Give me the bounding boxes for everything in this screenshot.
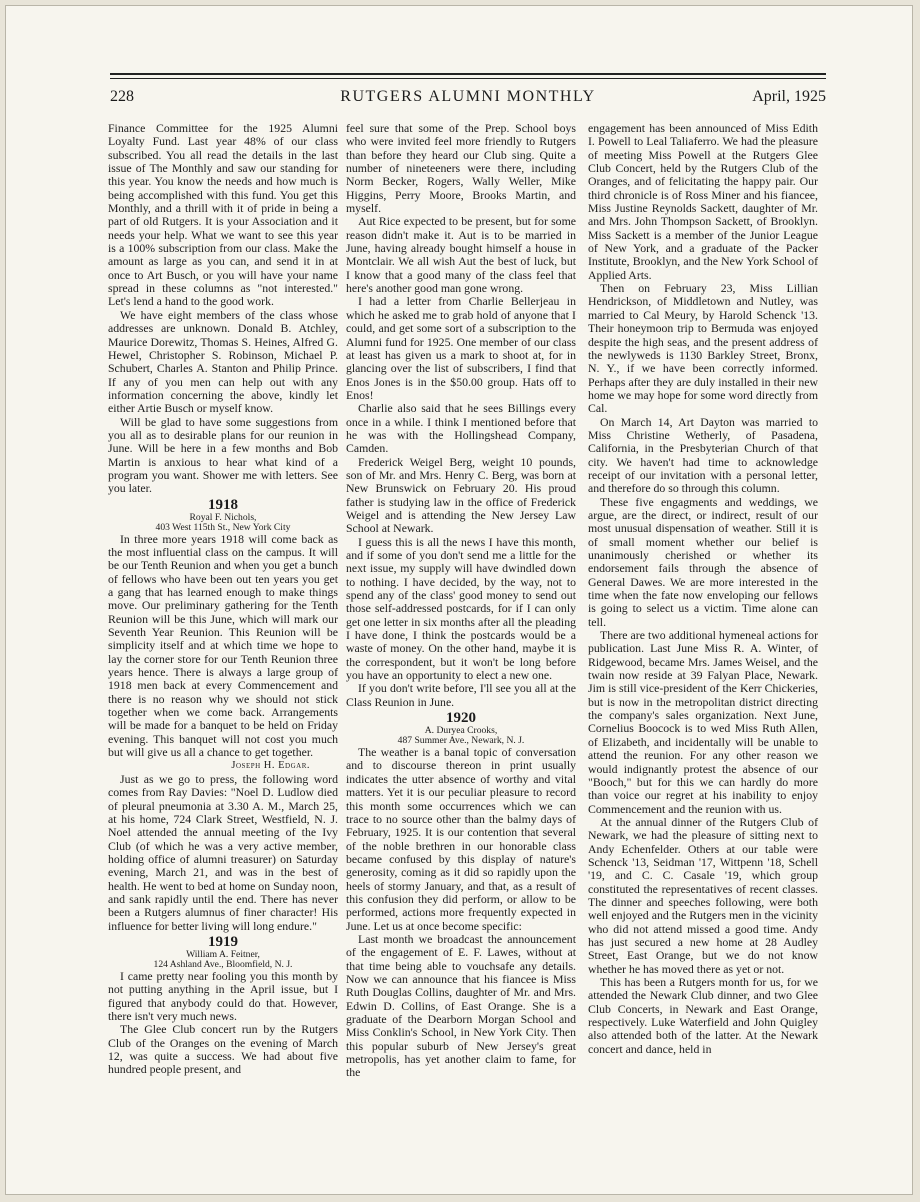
paragraph: engagement has been announced of Miss Edith I. Powell to Leal Taliaferro. We had the pleasure of meeting Miss Powell at the Rutgers Glee Club Concert, held by the Rutgers Club of the Oranges, and of felicitating the happy pair. Our third chronicle is of Ross Miner and his fiancee, Miss Justine Reynolds Sackett, daughter of Mr. and Mrs. John Thompson Sackett, of Brooklyn. Miss Sackett is a member of the Junior League of New York, and a graduate of the Packer Institute, Brooklyn, and the New York School of Applied Arts.	[588, 121, 818, 282]
paragraph: The Glee Club concert run by the Rutgers Club of the Oranges on the evening of March 12, was quite a success. We had about five hundred people present, and	[108, 1022, 338, 1077]
paragraph: I came pretty near fooling you this month by not putting anything in the April issue, but I figured that anybody could do that. However, there isn't very much news.	[108, 968, 338, 1023]
paragraph: Finance Committee for the 1925 Alumni Loyalty Fund. Last year 48% of our class subscribed. You all read the details in the last issue of The Monthly and saw our standing for this year. You know the needs and how much is being accomplished with this fund. You get this Monthly, and a thrill with it of pride in being a part of old Rutgers. It is your Association and it needs your help. What we want to see this year is a 100% subscription from our class. Make the amount as large as you can, and send it in at once to Art Busch, or you will have your name spread in these columns as "not interested." Let's lend a hand to the good work.	[108, 121, 338, 309]
correspondent-address: 124 Ashland Ave., Bloomfield, N. J.	[153, 958, 293, 970]
paragraph: Frederick Weigel Berg, weight 10 pounds, son of Mr. and Mrs. Henry C. Berg, was born at New Brunswick on February 20. His proud father is studying law in the office of Frederick Weigel and is attending the New Jersey Law School at Newark.	[346, 454, 576, 536]
paragraph: We have eight members of the class whose addresses are unknown. Donald B. Atchley, Maurice Dorewitz, Thomas S. Heines, Alfred G. Hewel, Christopher S. Robinson, Michael P. Schubert, Charles A. Stanton and Philip Prince. If any of you men can help out with any information concerning the above, kindly let either Artie Busch or myself know.	[108, 307, 338, 416]
correspondent-address: 403 West 115th St., New York City	[155, 521, 291, 533]
paragraph: I guess this is all the news I have this month, and if some of you don't send me a little for the next issue, my supply will have dwindled down to nothing. I have decided, by the way, not to spend any of the class' good money to send out those self-addressed postcards, for if I can only get one letter in six months after all the pleading I have done, I think the postcards would be a waste of money. On the other hand, maybe it is the correspondent, but it won't be long before you have an opportunity to elect a new one.	[346, 534, 576, 683]
class-year: 1919	[208, 933, 238, 950]
publication-title: RUTGERS ALUMNI MONTHLY	[340, 88, 596, 105]
header-rule	[110, 73, 826, 75]
correspondent-name: Royal F. Nichols,	[189, 511, 257, 523]
paragraph: Will be glad to have some suggestions from you all as to desirable plans for our reunion in June. Will be here in a few months and Bob Martin is anxious to hear what kind of a program you want. Shower me with letters. See you later.	[108, 414, 338, 496]
page-number: 228	[110, 88, 134, 105]
signature: Joseph H. Edgar.	[231, 760, 310, 772]
correspondent-name: William A. Feitner,	[186, 948, 260, 960]
class-year: 1920	[446, 710, 476, 727]
paragraph: At the annual dinner of the Rutgers Club of Newark, we had the pleasure of sitting next to Andy Echenfelder. Others at our table were Schenck '13, Seidman '17, Wittpenn '18, Schell '19, and C. C. Casale '19, which group constituted the representatives of recent classes. The dinner and speeches following, were both well enjoyed and the Rutgers men in the vicinity who did not attend missed a good time. Andy has just secured a new home at 28 Audley Street, East Orange, but we do not know whether he has moved there as yet or not.	[588, 814, 818, 976]
paragraph: I had a letter from Charlie Bellerjeau in which he asked me to grab hold of anyone that I could, and get some sort of a subscription to the Alumni fund for 1925. One member of our class at least has given us a mark to shoot at, for in glancing over the list of subscribers, I find that Enos Jones is in the $50.00 group. Hats off to Enos!	[346, 294, 576, 402]
class-heading-1918	[108, 498, 338, 533]
paragraph: Just as we go to press, the following word comes from Ray Davies: "Noel D. Ludlow died of pleural pneumonia at 3.30 A. M., March 25, at his home, 724 Clark Street, Westfield, N. J. Noel attended the annual meeting of the Ivy Club (of which he was a very active member, holding office of alumni treasurer) on Saturday evening, March 21, and was in the best of health. He went to bed at home on Sunday noon, and sank rapidly until the end. There has never been a Rutgers alumnus of finer character! His influence for better living will long endure."	[108, 771, 338, 933]
paragraph: This has been a Rutgers month for us, for we attended the Newark Club dinner, and two Glee Club Concerts, in Newark and East Orange, respectively. Luke Waterfield and John Quigley also attended both of the latter. At the Newark concert and dance, held in	[588, 975, 818, 1056]
running-header	[110, 86, 826, 112]
paragraph: Last month we broadcast the announcement of the engagement of E. F. Lawes, without at that time being able to vouchsafe any details. Now we can announce that his fiancee is Miss Ruth Douglas Collins, daughter of Mr. and Mrs. Edwin D. Collins, of East Orange. She is a graduate of the Dearborn Morgan School and Miss Conklin's School, in New York City. Then this popular suburb of New Jersey's great metropolis, has yet another claim to fame, for the	[346, 931, 576, 1080]
paragraph: Then on February 23, Miss Lillian Hendrickson, of Middletown and Nutley, was married to Cal Meury, by Harold Schenck '13. Their honeymoon trip to Bermuda was enjoyed despite the high seas, and the present address of the newlyweds is 1130 Barkley Street, Bronx, N. Y., if we have been correctly informed. Perhaps after they are duly installed in their new home we may hope for some word directly from Cal.	[588, 281, 818, 416]
class-heading-1920	[346, 711, 576, 746]
paragraph: On March 14, Art Dayton was married to Miss Christine Wetherly, of Pasadena, California, in the Presbyterian Church of that city. We haven't had time to acknowledge receipt of our invitation with a personal letter, and therefore do so through this column.	[588, 414, 818, 496]
column-1	[108, 122, 338, 1077]
header-rule-thin	[110, 78, 826, 79]
paragraph: Aut Rice expected to be present, but for some reason didn't make it. Aut is to be married in June, having already bought himself a house in Montclair. We all wish Aut the best of luck, but I know that a good many of the class feel that here's another good man gone wrong.	[346, 214, 576, 296]
paragraph: feel sure that some of the Prep. School boys who were invited feel more friendly to Rutgers than before they heard our Club sing. Quite a number of nineteeners were there, including Norm Becker, Rogers, Wally Weller, Mike Higgins, Perry Moore, Brooks Martin, and myself.	[346, 121, 576, 216]
column-2	[346, 122, 576, 1080]
paragraph: Charlie also said that he sees Billings every once in a while. I think I mentioned before that he was with the Hollingshead Company, Camden.	[346, 401, 576, 456]
paragraph: If you don't write before, I'll see you all at the Class Reunion in June.	[346, 681, 576, 709]
column-3	[588, 122, 818, 1056]
paragraph: There are two additional hymeneal actions for publication. Last June Miss R. A. Winter, of Ridgewood, became Mrs. James Weisel, and the twain now reside at 39 Falyan Place, Newark. Jim is still vice-president of the Kerr Chickeries, but is now in the metropolitan district directing the company's sales organization. Next June, Cornelius Boocock is to wed Miss Ruth Allen, of Elizabeth, and incidentally will be unable to attend the reunion. For any other reason we would indignantly protest the absence of our "Booch," but for this we can hardly do more than voice our regret at his inability to enjoy Commencement and the reunion with us.	[588, 628, 818, 816]
paragraph: These five engagments and weddings, we argue, are the direct, or indirect, result of our most unusual dispensation of weather. Still it is of small moment whether our belief is unanimously cherished or whether its endorsement fails through the absence of General Dawes. We are more interested in the time when the fate now enveloping our fellows is going to select us a victim. Time alone can tell.	[588, 494, 818, 629]
issue-date: April, 1925	[752, 88, 826, 105]
correspondent-name: A. Duryea Crooks,	[424, 725, 498, 737]
class-heading-1919	[108, 935, 338, 970]
paragraph: In three more years 1918 will come back as the most influential class on the campus. It will be our Tenth Reunion and when you get a bunch of fellows who have been out ten years you get a gang that has learned enough to make things move. Our preliminary gathering for the Tenth Reunion will be this June, which will mark our Seventh Year Reunion. This Reunion will be simplicity itself and at which time we hope to lay the corner store for our Tenth Reunion three years hence. There is always a large group of 1918 men back at every Commencement and there is no reason why we should not stick together when we come back. Arrangements will be made for a banquet to be held on Friday evening. This banquet will not cost you much but will give us all a chance to get together.	[108, 531, 338, 760]
correspondent-address: 487 Summer Ave., Newark, N. J.	[397, 735, 525, 747]
class-year: 1918	[208, 496, 238, 513]
paragraph: The weather is a banal topic of conversation and to discourse thereon in print usually indicates the utter absence of worthy and vital matters. Yet it is our peculiar pleasure to record this month some occurrences which we can trace to no source other than the balmy days of February, 1925. It is our contention that several of the noble brethren in our honorable class became confused by this display of nature's generosity, coming as it did so rapidly upon the heels of stormy January, and that, as a result of this confusion they did perform, or allow to be performed, actions more frequently expected in June. Let us at once become specific:	[346, 745, 576, 933]
